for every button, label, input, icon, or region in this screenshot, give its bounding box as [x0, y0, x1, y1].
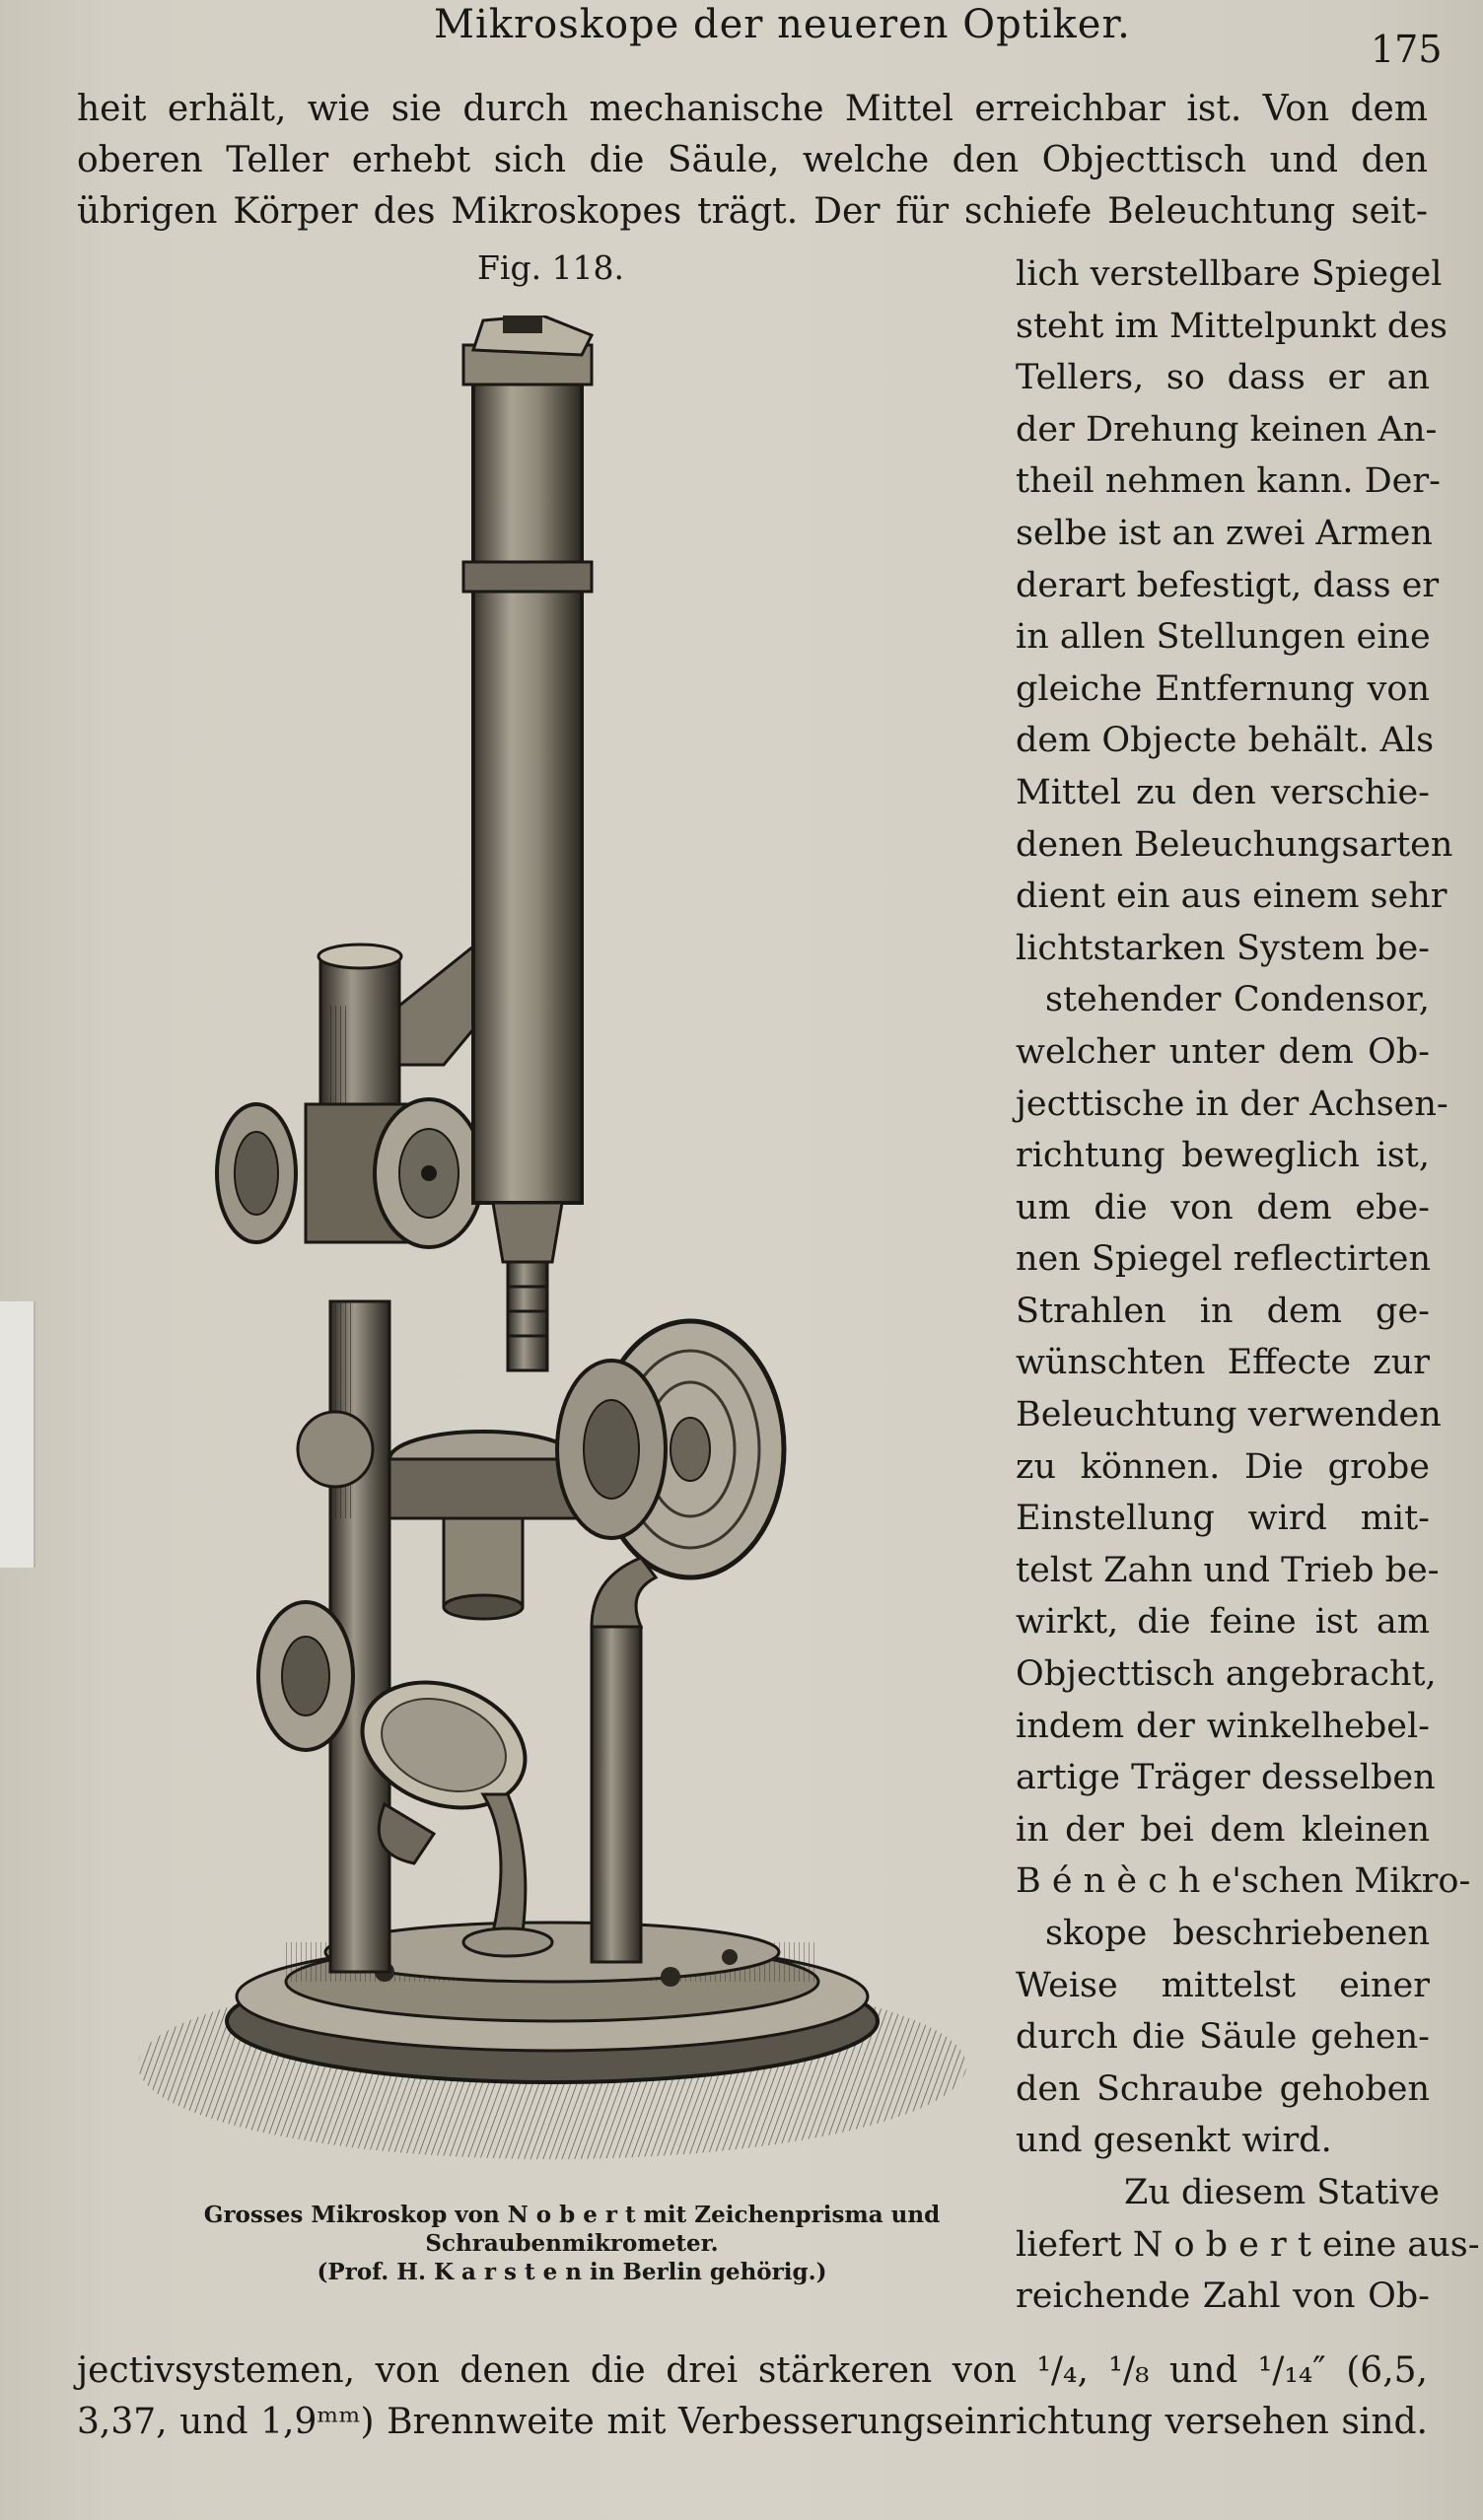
side-line: Zu diesem Stative [1124, 2172, 1440, 2212]
side-line: lichtstarken System be- [1016, 928, 1430, 968]
intro-line-2: oberen Teller erhebt sich die Säule, welche den Objecttisch und den [77, 140, 1428, 180]
caption-line-3: (Prof. H. K a r s t e n in Berlin gehörig.) [317, 2259, 827, 2285]
side-line: B é n è c h e'schen Mikro- [1016, 1861, 1471, 1902]
side-line: wirkt, die feine ist am [1016, 1602, 1430, 1643]
side-line: denen Beleuchungsarten [1016, 824, 1453, 865]
side-line: reichende Zahl von Ob- [1016, 2276, 1430, 2317]
side-line: dem Objecte behält. Als [1016, 721, 1435, 761]
side-line: welcher unter dem Ob- [1016, 1031, 1430, 1072]
side-line: in der bei dem kleinen [1016, 1809, 1430, 1850]
side-line: derart befestigt, dass er [1016, 565, 1440, 605]
side-line: durch die Säule gehen- [1016, 2017, 1430, 2058]
side-line: zu können. Die grobe [1016, 1446, 1430, 1487]
side-line: stehender Condensor, [1045, 980, 1430, 1020]
side-line: um die von dem ebe- [1016, 1187, 1430, 1227]
side-line: Weise mittelst einer [1016, 1965, 1430, 2005]
running-head: Mikroskope der neueren Optiker. [434, 2, 1131, 47]
closing-line-1: jectivsystemen, von denen die drei stärkeren von ¹/₄, ¹/₈ und ¹/₁₄″ (6,5, [77, 2350, 1428, 2391]
side-line: selbe ist an zwei Armen [1016, 513, 1433, 553]
intro-line-3: übrigen Körper des Mikroskopes trägt. Der für schiefe Beleuchtung seit- [77, 191, 1428, 232]
side-line: indem der winkelhebel- [1016, 1706, 1430, 1746]
intro-line-1: heit erhält, wie sie durch mechanische Mittel erreichbar ist. Von dem [77, 89, 1428, 129]
caption-line-2: Schraubenmikrometer. [425, 2230, 719, 2257]
side-line: nen Spiegel reflectirten [1016, 1239, 1432, 1280]
caption-line-1: Grosses Mikroskop von N o b e r t mit Zeichenprisma und [203, 2202, 941, 2228]
side-text-column [1016, 248, 1480, 2323]
side-line: liefert N o b e r t eine aus- [1016, 2224, 1480, 2265]
side-line: jecttische in der Achsen- [1016, 1084, 1448, 1124]
figure-label: Fig. 118. [477, 248, 625, 287]
paper-edge-strip [0, 1301, 35, 1568]
side-line: theil nehmen kann. Der- [1016, 461, 1441, 502]
side-line: lich verstellbare Spiegel [1016, 254, 1443, 294]
side-line: der Drehung keinen An- [1016, 409, 1438, 450]
side-line: skope beschriebenen [1045, 1914, 1430, 1953]
side-line: steht im Mittelpunkt des [1016, 306, 1448, 346]
side-line: den Schraube gehoben [1016, 2068, 1430, 2109]
side-line: und gesenkt wird. [1016, 2121, 1332, 2161]
figure-caption [148, 2201, 996, 2286]
side-line: in allen Stellungen eine [1016, 617, 1431, 658]
side-line: Mittel zu den verschie- [1016, 772, 1430, 812]
side-line: richtung beweglich ist, [1016, 1136, 1430, 1176]
side-line: Tellers, so dass er an [1016, 358, 1430, 398]
side-line: artige Träger desselben [1016, 1758, 1436, 1798]
closing-line-2: 3,37, und 1,9ᵐᵐ) Brennweite mit Verbesserungseinrichtung versehen sind. [77, 2402, 1428, 2442]
microscope-illustration [118, 315, 986, 2189]
page-number: 175 [1371, 28, 1443, 71]
side-line: dient ein aus einem sehr [1016, 876, 1448, 917]
side-line: Einstellung wird mit- [1016, 1499, 1430, 1539]
side-line: Beleuchtung verwenden [1016, 1395, 1442, 1435]
side-line: Objecttisch angebracht, [1016, 1654, 1437, 1695]
side-line: gleiche Entfernung von [1016, 668, 1430, 709]
side-line: telst Zahn und Trieb be- [1016, 1550, 1440, 1590]
side-line: wünschten Effecte zur [1016, 1343, 1430, 1383]
side-line: Strahlen in dem ge- [1016, 1291, 1430, 1331]
